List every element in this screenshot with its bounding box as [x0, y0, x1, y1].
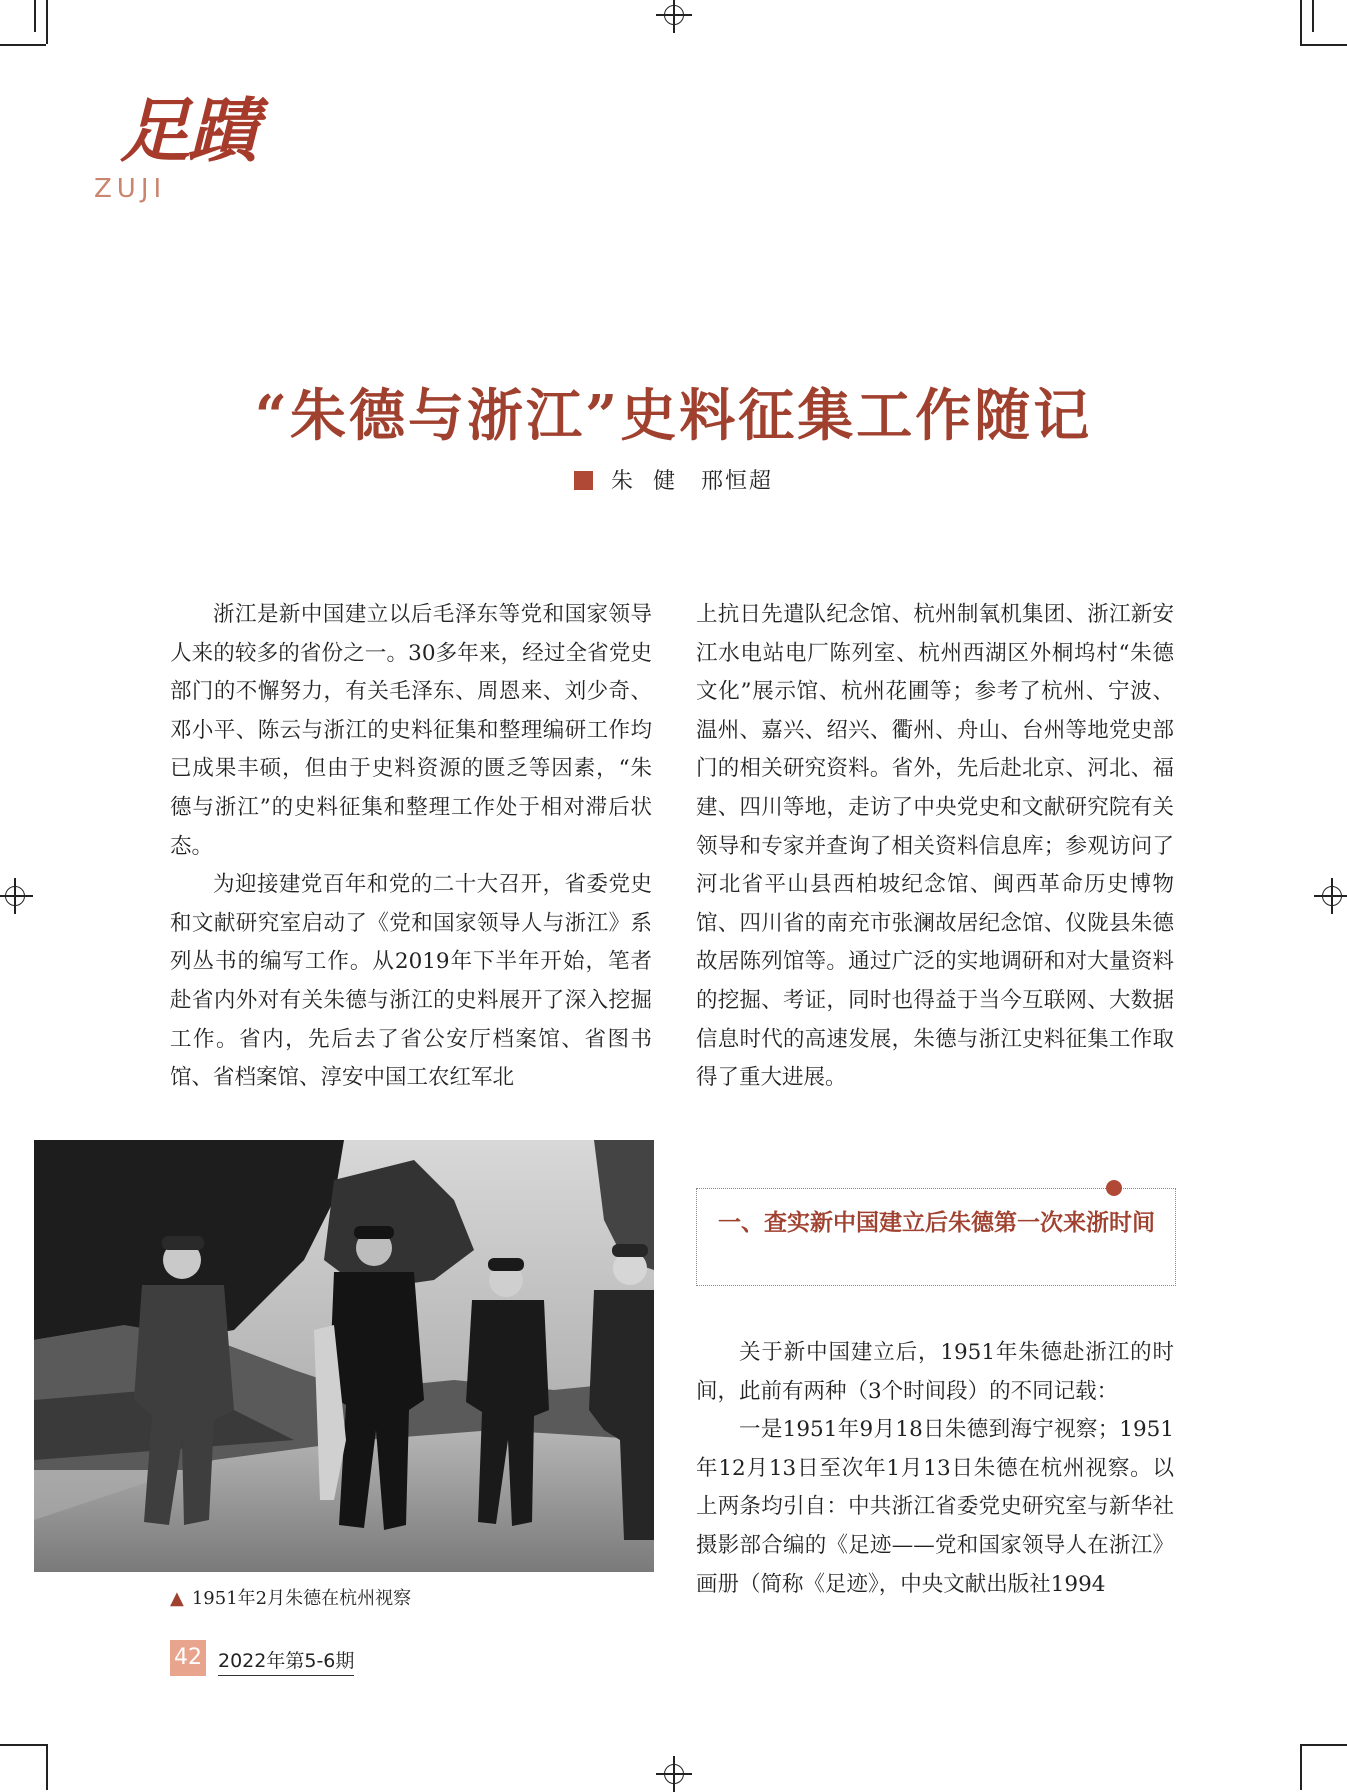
column-logo: 足蹟: [120, 89, 256, 172]
byline: [0, 464, 1347, 495]
right-column-bottom: [696, 1334, 1174, 1604]
article-title: “朱德与浙江”史料征集工作随记: [254, 383, 1093, 449]
registration-mark-right: [1314, 878, 1347, 914]
paragraph: 上抗日先遣队纪念馆、杭州制氧机集团、浙江新安江水电站电厂陈列室、杭州西湖区外桐坞村“朱德文化”展示馆、杭州花圃等；参考了杭州、宁波、温州、嘉兴、绍兴、衢州、舟山、台州等地党史部门的相关研究资料。省外，先后赴北京、河北、福建、四川等地，走访了中央党史和文献研究院有关领导和专家并查询了相关资料信息库；参观访问了河北省平山县西柏坡纪念馆、闽西革命历史博物馆、四川省的南充市张澜故居纪念馆、仪陇县朱德故居陈列馆等。通过广泛的实地调研和对大量资料的挖掘、考证，同时也得益于当今互联网、大数据信息时代的高速发展，朱德与浙江史料征集工作取得了重大进展。: [696, 602, 1174, 1091]
byline-square-icon: [574, 471, 593, 490]
section-heading: 一、查实新中国建立后朱德第一次来浙时间: [718, 1210, 1155, 1236]
triangle-up-icon: ▲: [170, 1588, 184, 1609]
column-logo-latin: ZUJI: [94, 174, 167, 204]
author-2: 邢恒超: [701, 469, 774, 494]
paragraph: 浙江是新中国建立以后毛泽东等党和国家领导人来的较多的省份之一。30多年来，经过全省党史部门的不懈努力，有关毛泽东、周恩来、刘少奇、邓小平、陈云与浙江的史料征集和整理编研工作均已成果丰硕，但由于史料资源的匮乏等因素，“朱德与浙江”的史料征集和整理工作处于相对滞后状态。: [170, 602, 652, 859]
right-column-top: [696, 596, 1174, 1098]
section-dot-icon: [1106, 1180, 1122, 1196]
issue-label: 2022年第5-6期: [218, 1646, 354, 1676]
left-column: [170, 596, 652, 1098]
registration-mark-bottom: [656, 1756, 692, 1792]
registration-mark-left: [0, 878, 33, 914]
registration-mark-top: [656, 0, 692, 33]
page-number: 42: [170, 1640, 206, 1676]
photo-caption: ▲ 1951年2月朱德在杭州视察: [170, 1588, 412, 1609]
paragraph: 为迎接建党百年和党的二十大召开，省委党史和文献研究室启动了《党和国家领导人与浙江》系列丛书的编写工作。从2019年下半年开始，笔者赴省内外对有关朱德与浙江的史料展开了深入挖掘工作。省内，先后去了省公安厅档案馆、省图书馆、省档案馆、淳安中国工农红军北: [170, 872, 652, 1091]
historical-photo: [34, 1140, 654, 1572]
author-1: 朱健: [610, 469, 695, 494]
paragraph: 一是1951年9月18日朱德到海宁视察；1951年12月13日至次年1月13日朱德在杭州视察。以上两条均引自：中共浙江省委党史研究室与新华社摄影部合编的《足迹——党和国家领导人在浙江》画册（简称《足迹》，中央文献出版社1994: [696, 1417, 1174, 1597]
paragraph: 关于新中国建立后，1951年朱德赴浙江的时间，此前有两种（3个时间段）的不同记载：: [696, 1340, 1174, 1404]
